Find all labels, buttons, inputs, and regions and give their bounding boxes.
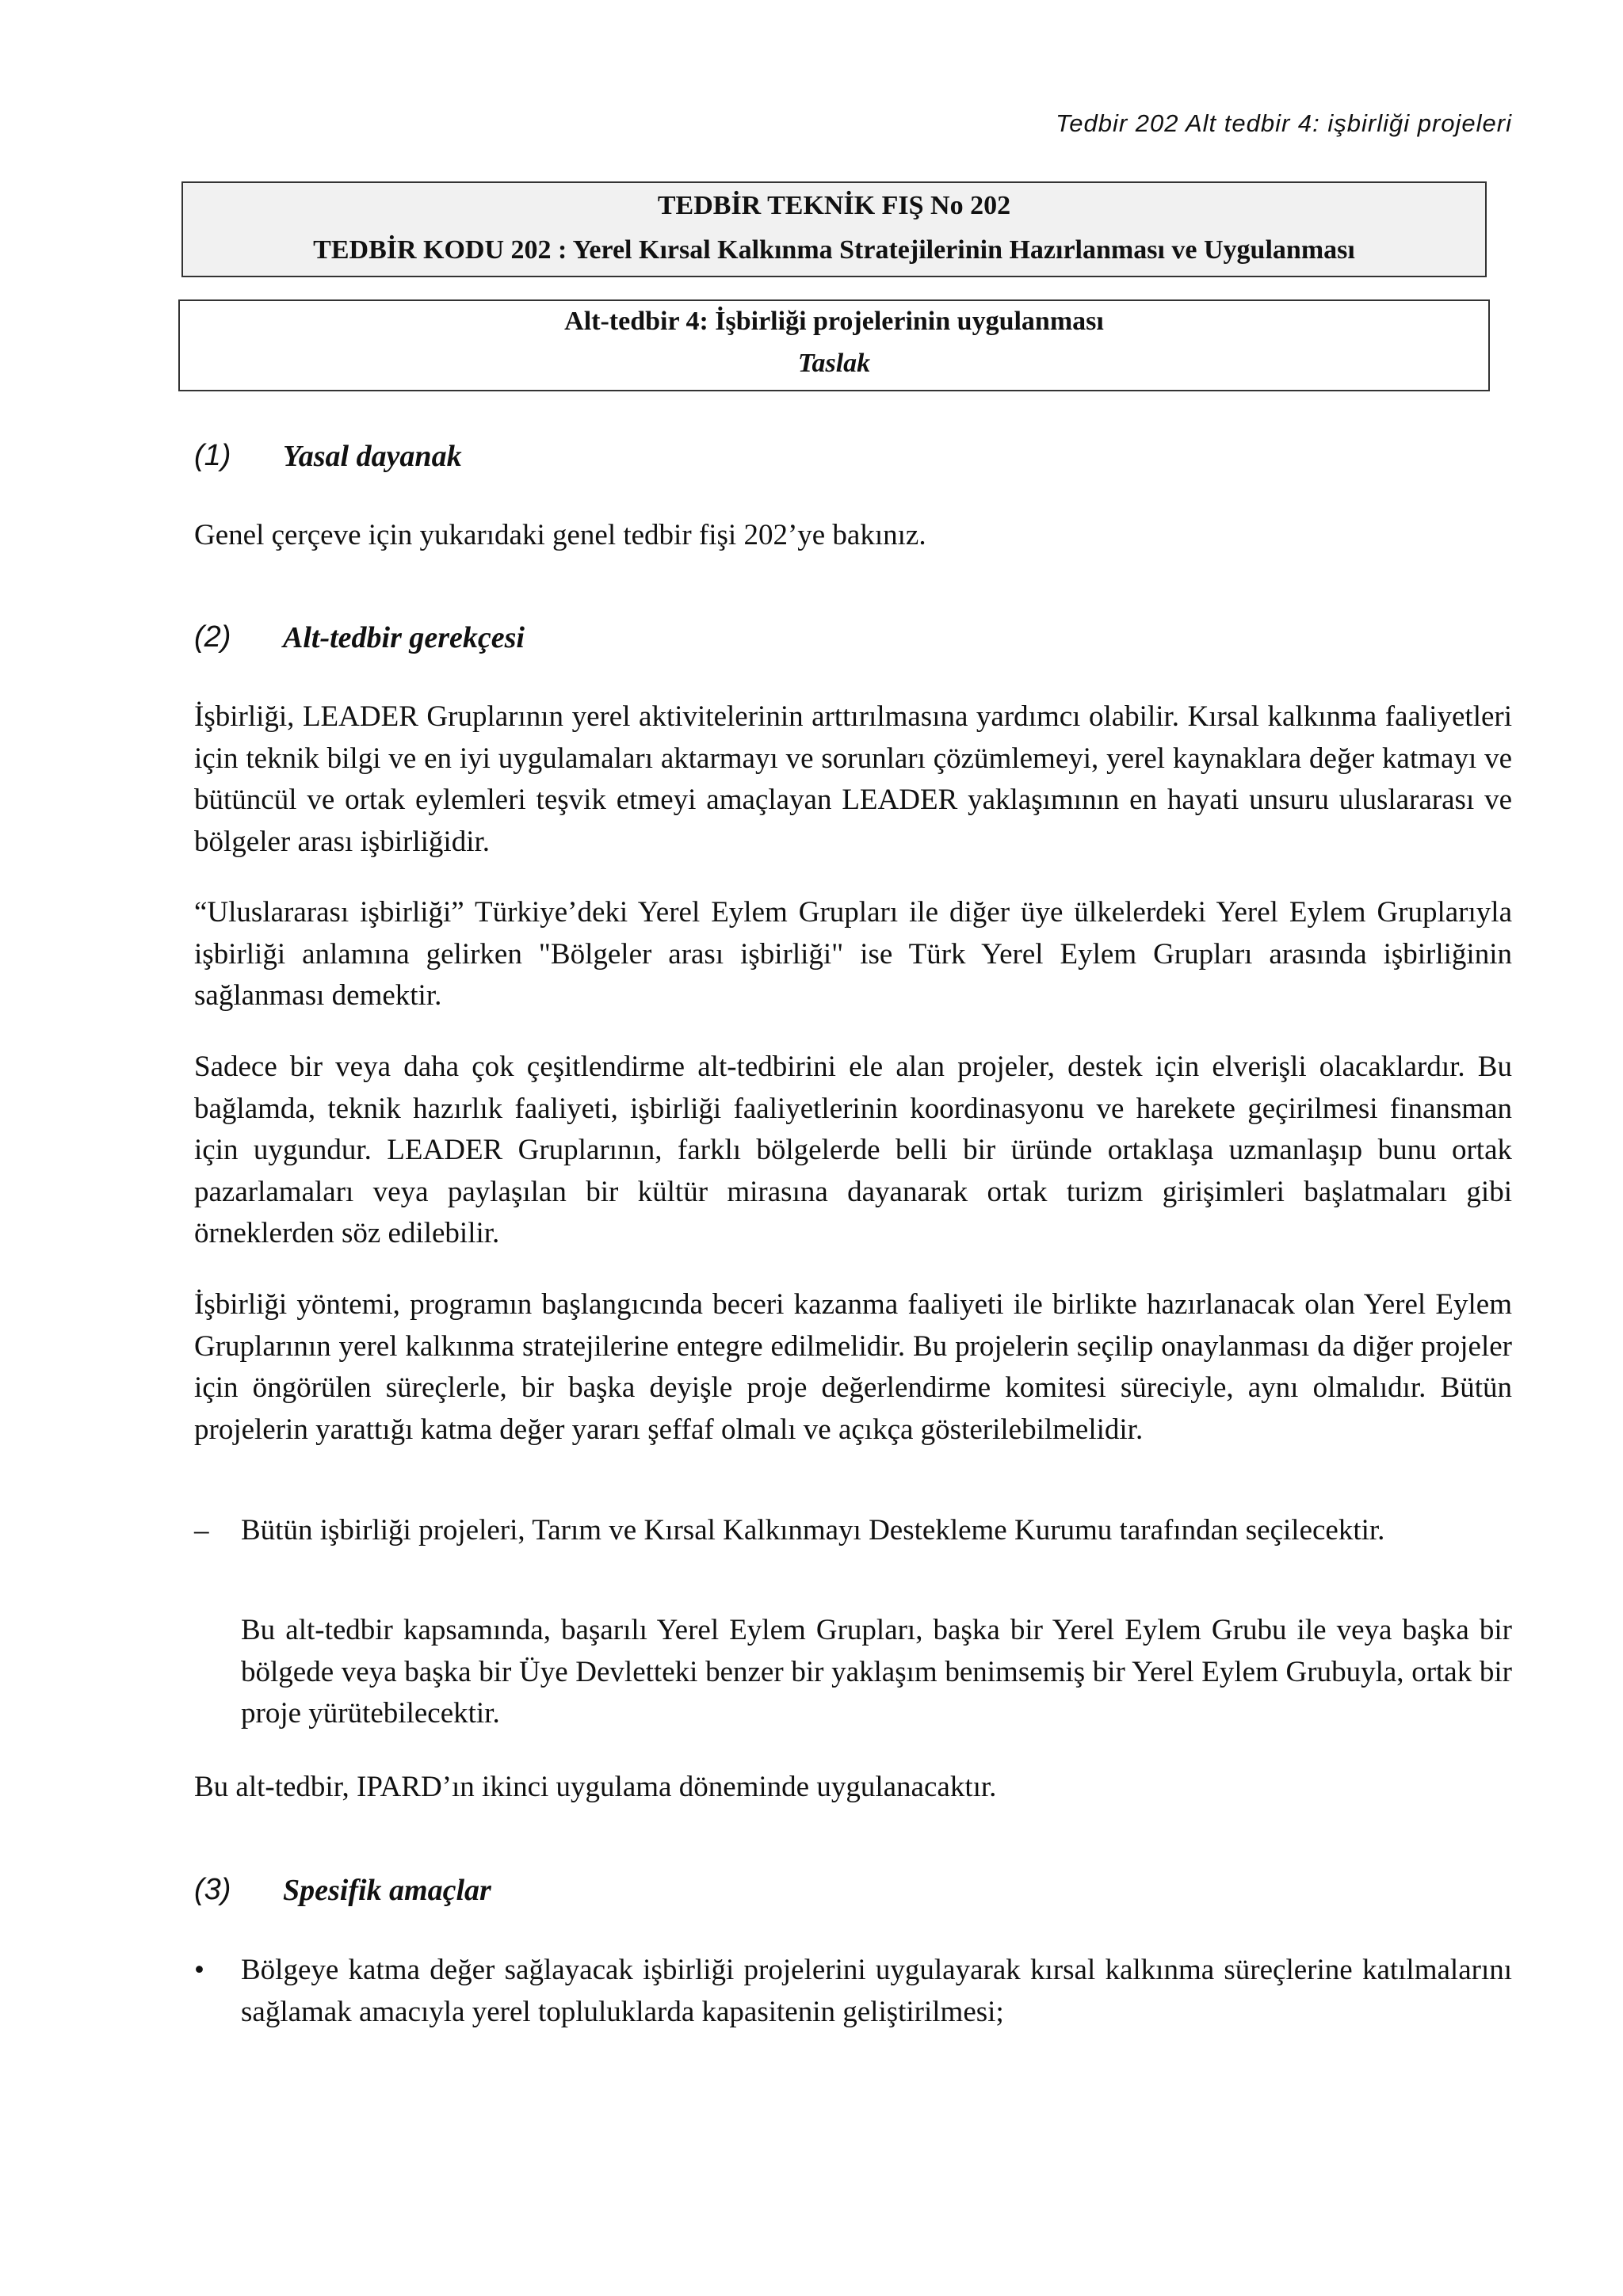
paragraph-rationale-1: İşbirliği, LEADER Gruplarının yerel aktivitelerinin arttırılmasına yardımcı olabilir. Kırsal kalkınma faaliyetleri için teknik bilgi ve en iyi uygulamaları aktarmayı ve sorunları çözümlemeyi, yerel kaynaklara değer katmayı ve bütüncül ve ortak eylemleri teşvik etmeyi amaçlayan LEADER yaklaşımının en hayati unsuru uluslararası ve bölgeler arası işbirliğidir. bbox=[194, 700, 1512, 858]
paragraph-rationale-3: Sadece bir veya daha çok çeşitlendirme alt-tedbirini ele alan projeler, destek için elverişli olacaklardır. Bu bağlamda, teknik hazırlık faaliyeti, işbirliği faaliyetlerinin koordinasyonu ve harekete geçirilmesi finansman için uygundur. LEADER Gruplarının, farklı bölgelerde belli bir üründe ortaklaşa uzmanlaşıp bunu ortak pazarlamaları veya paylaşılan bir kültür mirasına dayanarak ortak turizm girişimleri başlatmaları gibi örneklerden söz edilebilir. bbox=[194, 1051, 1512, 1249]
subtitle-line-1: Alt-tedbir 4: İşbirliği projelerinin uygulanması bbox=[564, 307, 1104, 336]
paragraph-indented: Bu alt-tedbir kapsamında, başarılı Yerel Eylem Grupları, başka bir Yerel Eylem Grubu ile veya başka bir bölgede veya başka bir Üye Devletteki benzer bir yaklaşım benimsemiş bir Yerel Eylem Grubuyla, ortak bir proje yürütebilecektir. bbox=[241, 1614, 1512, 1730]
section-title: Spesifik amaçlar bbox=[283, 1874, 491, 1907]
dash-item-text: Bütün işbirliği projeleri, Tarım ve Kırsal Kalkınmayı Destekleme Kurumu tarafından seçilecektir. bbox=[241, 1514, 1385, 1547]
section-title: Yasal dayanak bbox=[283, 440, 462, 473]
paragraph-legal-basis: Genel çerçeve için yukarıdaki genel tedbir fişi 202’ye bakınız. bbox=[194, 519, 926, 551]
section-title: Alt-tedbir gerekçesi bbox=[283, 621, 525, 654]
paragraph-rationale-4: İşbirliği yöntemi, programın başlangıcında beceri kazanma faaliyeti ile birlikte hazırlanacak olan Yerel Eylem Gruplarının yerel kalkınma stratejilerine entegre edilmelidir. Bu projelerin seçilip onaylanması da diğer projeler için öngörülen süreçlerle, bir başka deyişle proje değerlendirme komitesi süreciyle, aynı olmalıdır. Bütün projelerin yarattığı katma değer yararı şeffaf olmalı ve açıkça gösterilebilmelidir. bbox=[194, 1288, 1512, 1446]
title-line-1: TEDBİR TEKNİK FIŞ No 202 bbox=[657, 191, 1011, 220]
paragraph-implementation: Bu alt-tedbir, IPARD’ın ikinci uygulama döneminde uygulanacaktır. bbox=[194, 1771, 997, 1803]
dash-marker: – bbox=[194, 1514, 209, 1547]
bullet-marker: • bbox=[194, 1954, 204, 1986]
draft-label: Taslak bbox=[797, 349, 871, 378]
running-header: Tedbir 202 Alt tedbir 4: işbirliği projeleri bbox=[1056, 109, 1512, 137]
section-number: (2) bbox=[194, 620, 231, 654]
section-number: (3) bbox=[194, 1873, 231, 1906]
title-box bbox=[181, 181, 1487, 277]
section-number: (1) bbox=[194, 439, 231, 472]
title-line-2: TEDBİR KODU 202 : Yerel Kırsal Kalkınma Stratejilerinin Hazırlanması ve Uygulanması bbox=[313, 235, 1355, 265]
paragraph-rationale-2: “Uluslararası işbirliği” Türkiye’deki Yerel Eylem Grupları ile diğer üye ülkelerdeki Yerel Eylem Gruplarıyla işbirliği anlamına gelirken "Bölgeler arası işbirliği" ise Türk Yerel Eylem Grupları arasında işbirliğinin sağlanması demektir. bbox=[194, 896, 1512, 1012]
subtitle-box bbox=[178, 299, 1490, 391]
bullet-item-text: Bölgeye katma değer sağlayacak işbirliği projelerini uygulayarak kırsal kalkınma süreçlerine katılmalarını sağlamak amacıyla yerel topluluklarda kapasitenin geliştirilmesi; bbox=[241, 1954, 1512, 2028]
